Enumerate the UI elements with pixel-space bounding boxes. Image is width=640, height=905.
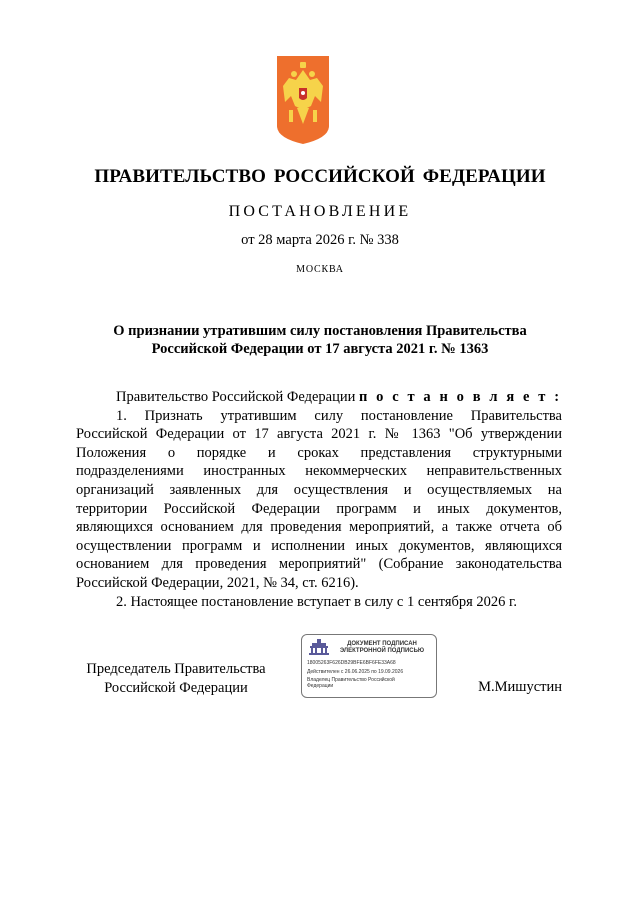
document-city: МОСКВА bbox=[296, 264, 344, 275]
government-title: ПРАВИТЕЛЬСТВО РОССИЙСКОЙ ФЕДЕРАЦИИ bbox=[94, 166, 546, 187]
document-type: ПОСТАНОВЛЕНИЕ bbox=[228, 203, 412, 220]
position-line-2: Российской Федерации bbox=[104, 679, 248, 696]
russian-coat-of-arms-icon bbox=[277, 56, 329, 144]
certificate-owner-line-1: Владелец Правительство Российской bbox=[307, 677, 395, 683]
item-2: 2. Настоящее постановление вступает в силу с 1 сентября 2026 г. bbox=[116, 593, 517, 610]
certificate-serial: 18005263F626DB29BFE6BF6FE33A68 bbox=[307, 660, 396, 666]
document-heading bbox=[60, 322, 580, 358]
item-1: 1. Признать утратившим силу постановление Правительства Российской Федерации от 17 августа 2021 г. № 1363 "Об утверждении Положения о порядке и сроках представления структурными подразделениями иностранных некоммерческих неправительственных организаций заявленных для осуществления и осуществляемых на территории Российской Федерации программ и иных документов, являющихся основанием для проведения мероприятий, а также отчета об осуществлении программ и исполнении иных документов, являющихся основанием для проведения мероприятий" (Собрание законодательства Российской Федерации, 2021, № 34, ст. 6216). bbox=[76, 407, 562, 591]
electronic-signature-stamp bbox=[301, 634, 437, 698]
intro-text: Правительство Российской Федерации bbox=[116, 389, 359, 405]
stamp-title-line-2: ЭЛЕКТРОННОЙ ПОДПИСЬЮ bbox=[339, 648, 425, 654]
government-building-icon bbox=[308, 639, 330, 655]
document-body bbox=[76, 388, 562, 611]
signatory-name: М.Мишустин bbox=[478, 679, 562, 695]
intro-paragraph bbox=[76, 388, 562, 407]
heading-line-2: Российской Федерации от 17 августа 2021 г. № 1363 bbox=[151, 341, 489, 357]
signatory-position bbox=[60, 660, 292, 697]
stamp-title bbox=[332, 641, 432, 655]
certificate-owner-line-2: Федерации bbox=[307, 683, 334, 689]
document-date-number: от 28 марта 2026 г. № 338 bbox=[241, 232, 399, 248]
certificate-validity: Действителен с 26.06.2025 по 19.09.2026 bbox=[307, 669, 404, 675]
heading-line-1: О признании утратившим силу постановления Правительства bbox=[113, 323, 527, 339]
stamp-title-line-1: ДОКУМЕНТ ПОДПИСАН bbox=[347, 641, 417, 647]
position-line-1: Председатель Правительства bbox=[86, 661, 266, 677]
decree-verb: п о с т а н о в л я е т : bbox=[358, 389, 562, 405]
